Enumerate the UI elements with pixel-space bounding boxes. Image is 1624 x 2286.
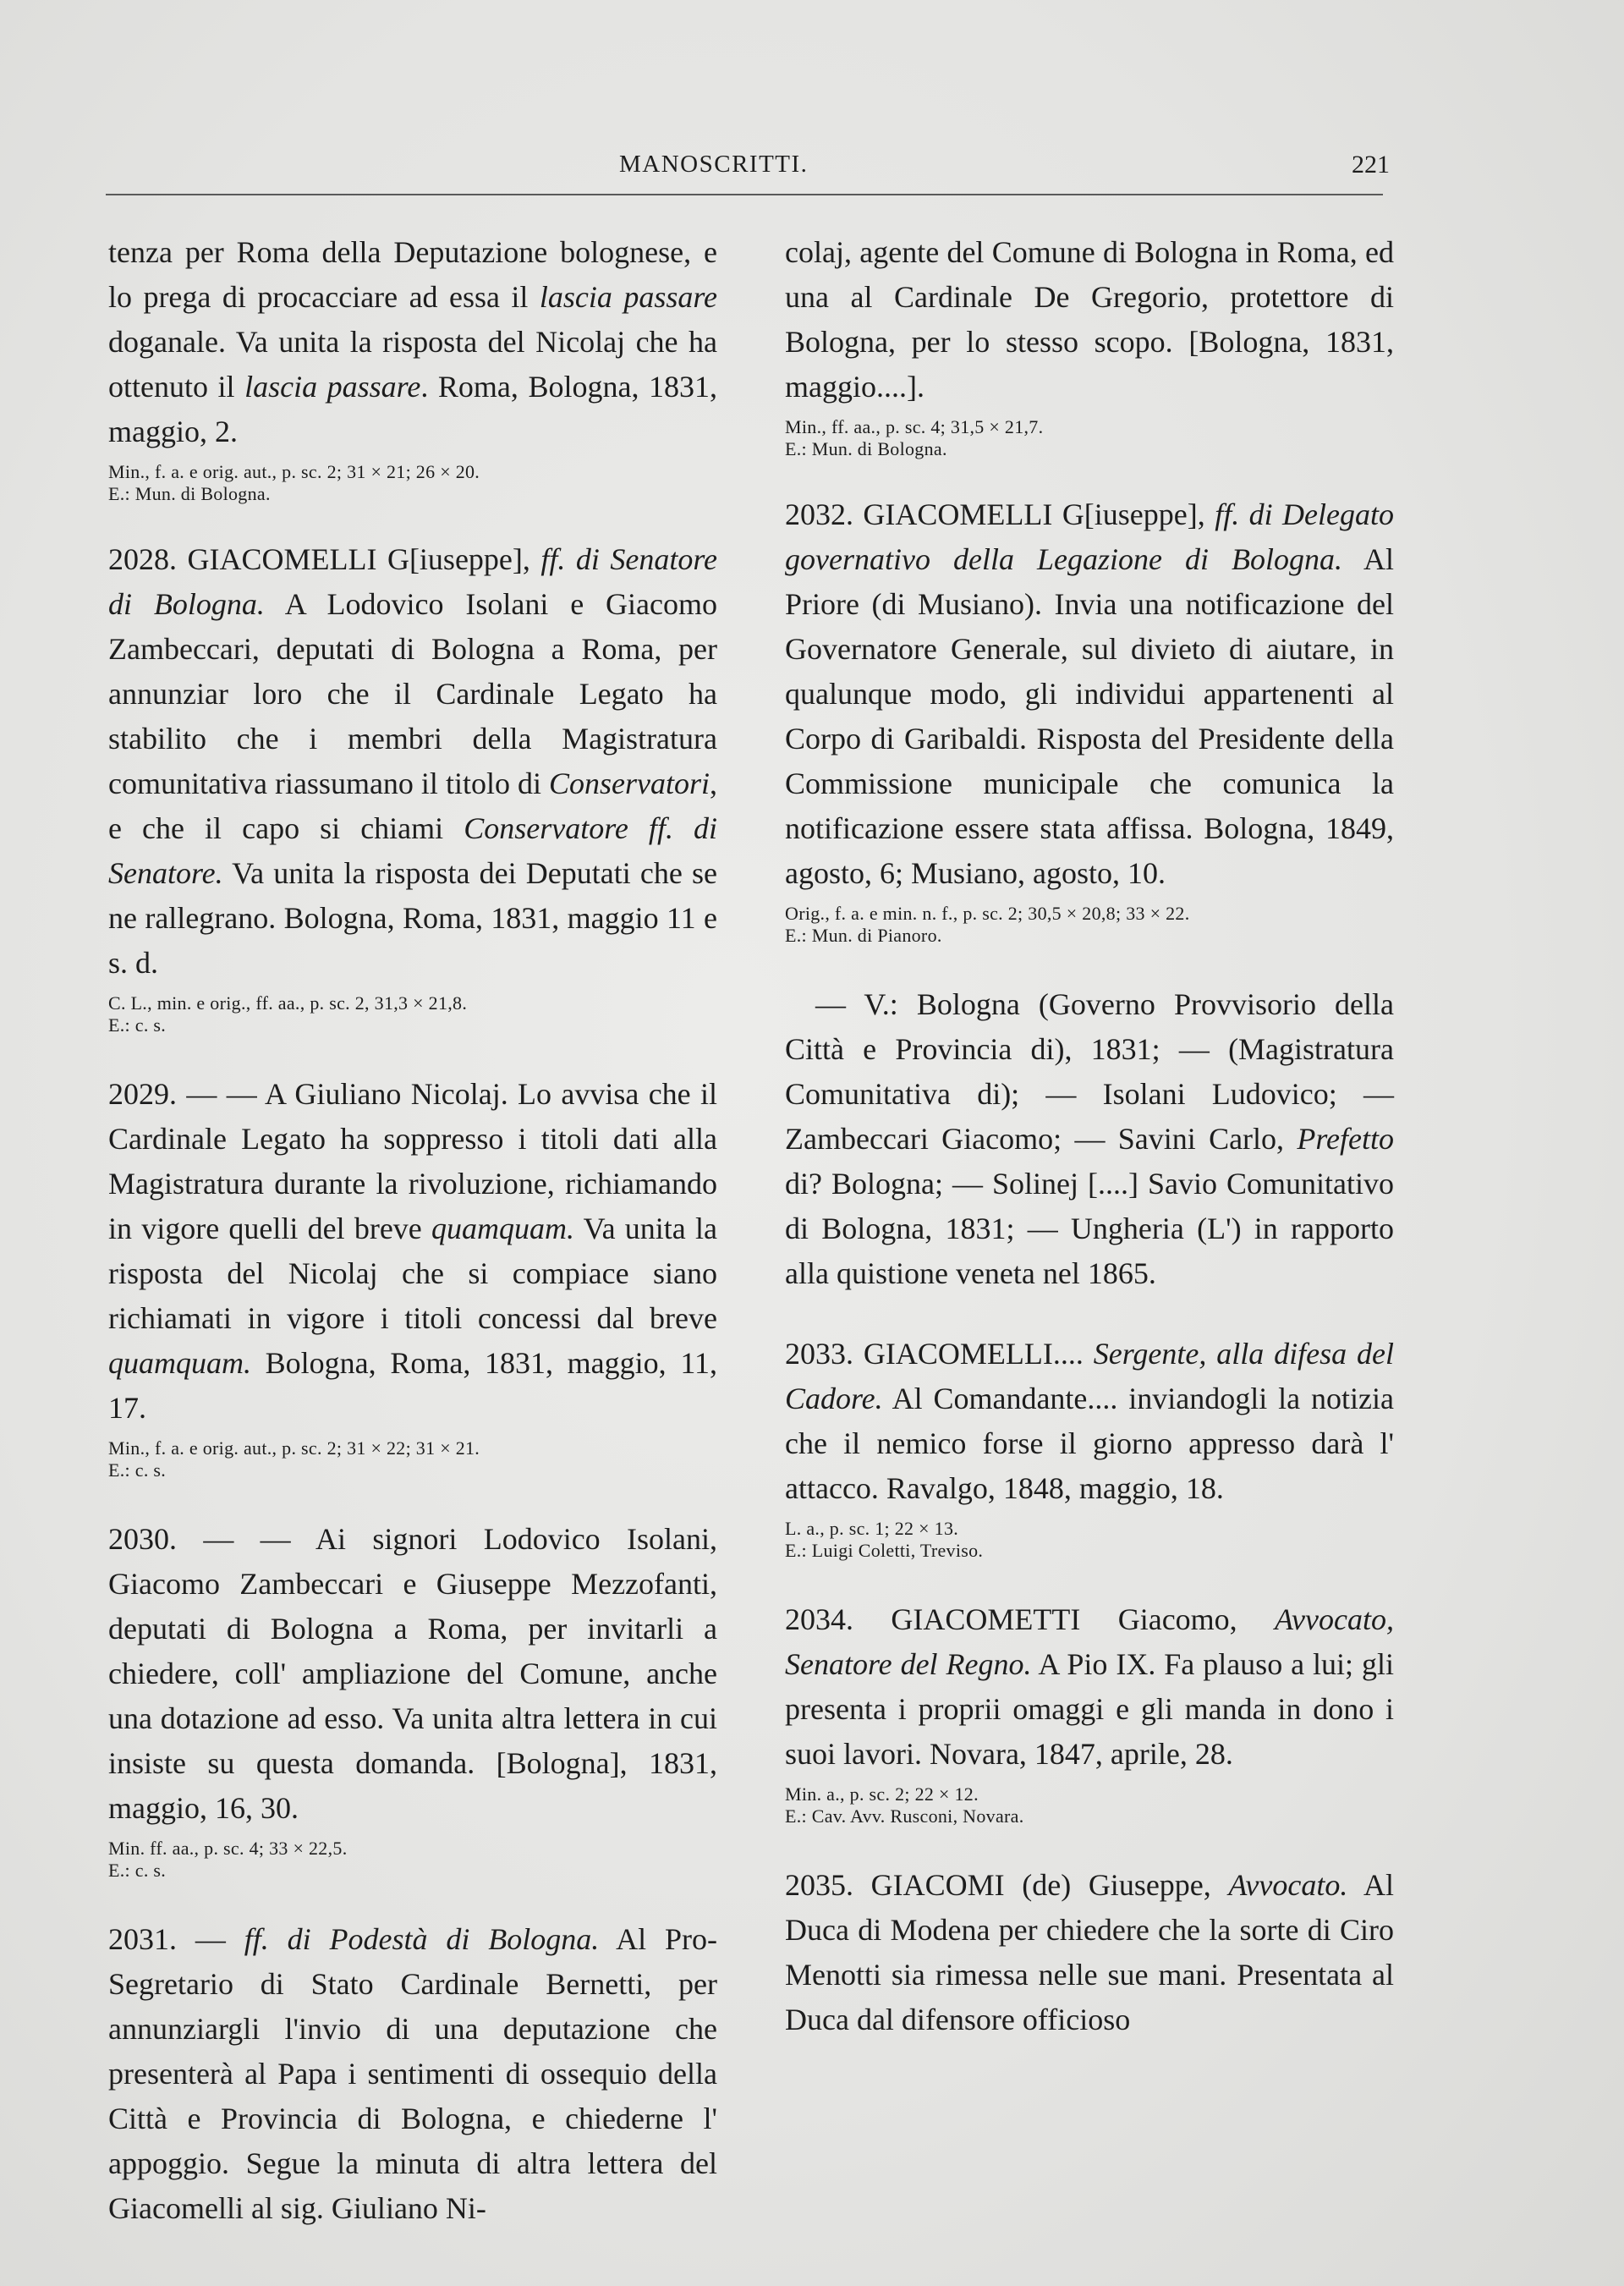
entry-number: 2029. (108, 1077, 177, 1111)
left-column (108, 230, 717, 2267)
entry-continuation-2027 (108, 230, 717, 505)
entry-2034 (785, 1597, 1394, 1827)
header-rule (106, 194, 1383, 195)
entry-source: E.: Mun. di Bologna. (785, 438, 947, 459)
entry-text: tenza per Roma della Deputazione bolognese, e lo prega di procacciare ad essa il lascia passare doganale. Va unita la risposta del Nicolaj che ha ottenuto il lascia passare. Roma, Bologna, 1831, maggio, 2. (108, 235, 718, 448)
entry-2035 (785, 1863, 1394, 2042)
cross-reference (785, 982, 1394, 1296)
entry-description: Min., ff. aa., p. sc. 4; 31,5 × 21,7. (785, 416, 1044, 437)
entry-number: 2030. (108, 1522, 177, 1556)
entry-description: Min. ff. aa., p. sc. 4; 33 × 22,5. (108, 1838, 348, 1859)
entry-description: Min., f. a. e orig. aut., p. sc. 2; 31 × 21; 26 × 20. (108, 461, 480, 482)
entry-description: Orig., f. a. e min. n. f., p. sc. 2; 30,5 × 20,8; 33 × 22. (785, 903, 1190, 924)
entry-2032 (785, 492, 1394, 947)
entry-number: 2031. (108, 1922, 177, 1956)
entry-text: 2031. — ff. di Podestà di Bologna. Al Pro-Segretario di Stato Cardinale Bernetti, per annunziargli l'invio di una deputazione che presenterà al Papa i sentimenti di ossequio della Città e Provincia di Bologna, e chiederne l' appoggio. Segue la minuta di altra lettera del Giacomelli al sig. Giuliano Ni- (108, 1922, 717, 2225)
entry-text: 2034. GIACOMETTI Giacomo, Avvocato, Senatore del Regno. A Pio IX. Fa plauso a lui; gli presenta i proprii omaggi e gli manda in dono i suoi lavori. Novara, 1847, aprile, 28. (785, 1602, 1394, 1771)
entry-source: E.: c. s. (108, 1459, 167, 1481)
entry-2028 (108, 537, 717, 1036)
right-column (785, 230, 1394, 2078)
entry-number: 2032. (785, 497, 853, 531)
entry-description: Min. a., p. sc. 2; 22 × 12. (785, 1783, 979, 1805)
entry-description: Min., f. a. e orig. aut., p. sc. 2; 31 × 22; 31 × 21. (108, 1437, 480, 1459)
entry-source: E.: Cav. Avv. Rusconi, Novara. (785, 1805, 1024, 1827)
entry-continuation-2031 (785, 230, 1394, 460)
entry-text: 2030. — — Ai signori Lodovico Isolani, Giacomo Zambeccari e Giuseppe Mezzofanti, deputati di Bologna a Roma, per invitarli a chiedere, coll' ampliazione del Comune, anche una dotazione ad esso. Va unita altra lettera in cui insiste su questa domanda. [Bologna], 1831, maggio, 16, 30. (108, 1522, 717, 1825)
entry-text: 2029. — — A Giuliano Nicolaj. Lo avvisa che il Cardinale Legato ha soppresso i titoli dati alla Magistratura durante la rivoluzione, richiamando in vigore quelli del breve quamquam. Va unita la risposta del Nicolaj che si compiace siano richiamati in vigore i titoli concessi dal breve quamquam. Bologna, Roma, 1831, maggio, 11, 17. (108, 1077, 717, 1425)
entry-text: 2035. GIACOMI (de) Giuseppe, Avvocato. Al Duca di Modena per chiedere che la sorte di Ciro Menotti sia rimessa nelle sue mani. Presentata al Duca dal difensore officioso (785, 1868, 1394, 2036)
entry-2029 (108, 1072, 717, 1481)
entry-description: C. L., min. e orig., ff. aa., p. sc. 2, 31,3 × 21,8. (108, 992, 468, 1014)
entry-number: 2033. (785, 1337, 853, 1371)
entry-source: E.: Mun. di Pianoro. (785, 925, 942, 946)
entry-number: 2028. (108, 542, 177, 576)
entry-number: 2035. (785, 1868, 853, 1902)
entry-text: colaj, agente del Comune di Bologna in Roma, ed una al Cardinale De Gregorio, protettore di Bologna, per lo stesso scopo. [Bologna, 1831, maggio....]. (785, 235, 1394, 404)
entry-text: 2028. GIACOMELLI G[iuseppe], ff. di Senatore di Bologna. A Lodovico Isolani e Giacomo Zambeccari, deputati di Bologna a Roma, per annunziar loro che il Cardinale Legato ha stabilito che i membri della Magistratura comunitativa riassumano il titolo di Conservatori, e che il capo si chiami Conservatore ff. di Senatore. Va unita la risposta dei Deputati che se ne rallegrano. Bologna, Roma, 1831, maggio 11 e s. d. (108, 542, 718, 980)
cross-reference-text: — V.: Bologna (Governo Provvisorio della Città e Provincia di), 1831; — (Magistratura Comunitativa di); — Isolani Ludovico; — Zambeccari Giacomo; — Savini Carlo, Prefetto di? Bologna; — Solinej [....] Savio Comunitativo di Bologna, 1831; — Ungheria (L') in rapporto alla quistione veneta nel 1865. (785, 987, 1394, 1290)
page-number: 221 (1352, 151, 1390, 179)
entry-2031 (108, 1917, 717, 2231)
running-head: MANOSCRITTI. (619, 151, 809, 178)
entry-source: E.: Luigi Coletti, Treviso. (785, 1540, 984, 1561)
entry-source: E.: c. s. (108, 1860, 167, 1881)
entry-text: 2032. GIACOMELLI G[iuseppe], ff. di Delegato governativo della Legazione di Bologna. Al Priore (di Musiano). Invia una notificazione del Governatore Generale, sul divieto di aiutare, in qualunque modo, gli individui appartenenti al Corpo di Garibaldi. Risposta del Presidente della Commissione municipale che comunica la notificazione essere stata affissa. Bologna, 1849, agosto, 6; Musiano, agosto, 10. (785, 497, 1395, 890)
entry-text: 2033. GIACOMELLI.... Sergente, alla difesa del Cadore. Al Comandante.... inviandogli la notizia che il nemico forse il giorno appresso darà l' attacco. Ravalgo, 1848, maggio, 18. (785, 1337, 1395, 1505)
entry-2033 (785, 1332, 1394, 1562)
entry-description: L. a., p. sc. 1; 22 × 13. (785, 1518, 959, 1539)
entry-number: 2034. (785, 1602, 853, 1636)
entry-source: E.: c. s. (108, 1014, 167, 1036)
entry-2030 (108, 1517, 717, 1882)
entry-source: E.: Mun. di Bologna. (108, 483, 271, 504)
